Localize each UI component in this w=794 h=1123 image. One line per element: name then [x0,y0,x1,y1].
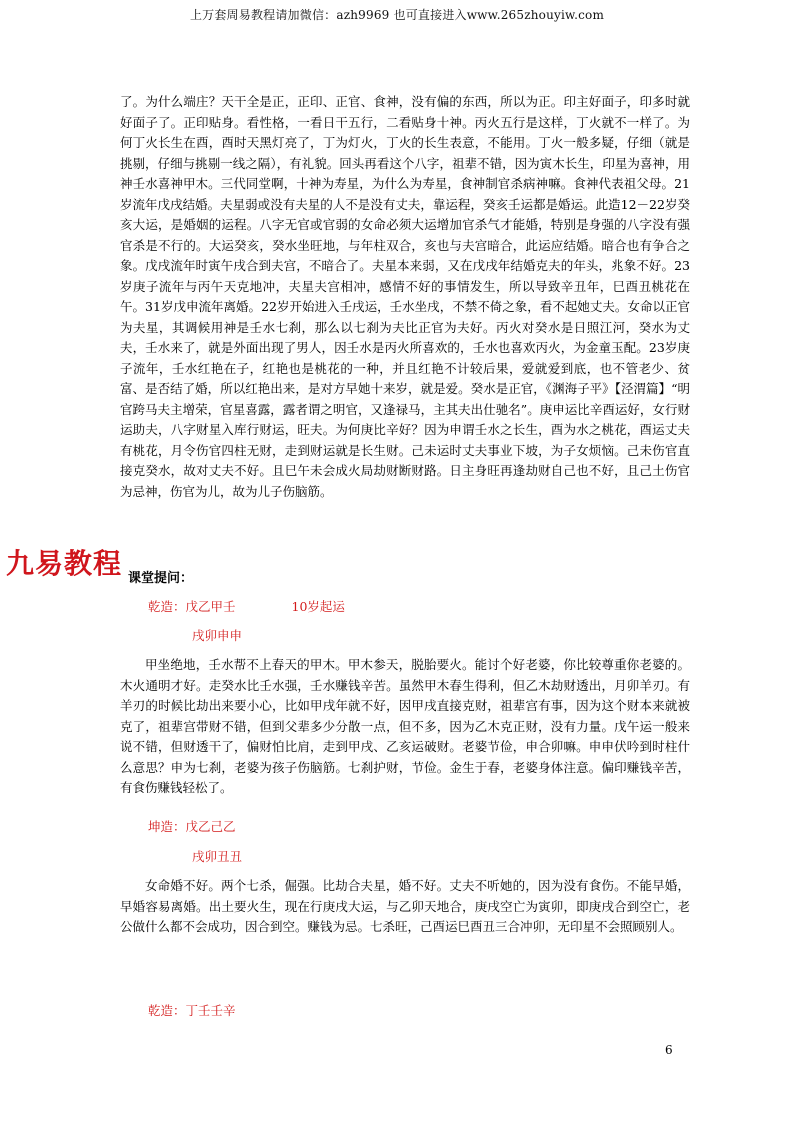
chart-branches: 戌卯申申 [192,628,243,643]
chart-branches: 戌卯丑丑 [192,849,243,864]
chart-label: 坤造： [148,819,186,834]
bazi-chart-1-branches [192,627,242,645]
body-paragraph: 女命婚不好。两个七杀，倔强。比劫合夫星，婚不好。丈夫不听她的，因为没有食伤。不能早婚，早婚容易离婚。出土要火生，现在行庚戌大运，与乙卯天地合，庚戌空亡为寅卯，即庚戌合到空亡，老公做什么都不会成功，因合到空。赚钱为忌。七杀旺，己酉运巳酉丑三合冲卯，无印星不会照顾别人。 [120,878,690,934]
body-paragraph: 甲坐绝地，壬水帮不上春天的甲木。甲木参天，脱胎要火。能讨个好老婆，你比较尊重你老婆的。木火通明才好。走癸水比壬水强，壬水赚钱辛苦。虽然甲木春生得利，但乙木劫财透出，月卯羊刃。有羊刃的时候比劫出来要小心，比如甲戌年就不好，因甲戌直接克财，祖辈宫有事，因为这个财本来就被克了，祖辈宫带财不错，但到父辈多少分散一点，但不多，因为乙木克正财，没有力量。戊午运一般来说不错，但财透干了，偏财怕比肩，走到甲戌、乙亥运破财。老婆节俭，申合卯嘛。申申伏吟到时柱什么意思？申为七刹，老婆为孩子伤脑筋。七刹护财，节俭。金生于春，老婆身体注意。偏印赚钱辛苦，有食伤赚钱轻松了。 [120,657,690,795]
chart-label: 乾造： [148,1003,186,1018]
bazi-chart-3-stems [148,1002,236,1020]
page-number: 6 [665,1043,673,1057]
bazi-chart-2-branches [192,848,242,866]
bazi-chart-1-stems [148,598,345,616]
chart-yun: 10岁起运 [291,599,345,614]
page-header: 上万套周易教程请加微信：azh9969 也可直接进入www.265zhouyiw.com [189,8,605,22]
bazi-chart-2-stems [148,818,236,836]
chart-stems: 丁壬壬辛 [185,1003,236,1018]
section-title: 课堂提问： [128,571,194,586]
watermark-logo: 九易教程 [6,547,123,580]
body-paragraph: 了。为什么端庄？天干全是正，正印、正官、食神，没有偏的东西，所以为正。印主好面子，印多时就好面子了。正印贴身。看性格，一看日干五行，二看贴身十神。丙火五行是这样，丁火就不一样了。为何丁火长生在酉，酉时天黑灯亮了，丁为灯火，丁火的长生表意，不能用。丁火一般多疑，仔细（就是挑剔，仔细与挑剔一线之隔），有礼貌。回头再看这个八字，祖辈不错，因为寅木长生，印星为喜神，用神壬水喜神甲木。三代同堂啊，十神为寿星，为什么为寿星，食神制官杀病神嘛。食神代表祖父母。21岁流年戊戌结婚。夫星弱或没有夫星的人不是没有丈夫，靠运程，癸亥壬运都是婚运。此造12－22岁癸亥大运，是婚姻的运程。八字无官或官弱的女命必须大运增加官杀气才能婚，特别是身强的八字没有强官杀是不行的。大运癸亥，癸水坐旺地，与年柱双合，亥也与夫宫暗合，此运应结婚。暗合也有争合之象。戊戌流年时寅午戌合到夫宫，不暗合了。夫星本来弱，又在戊戌年结婚克夫的年头，兆象不好。23岁庚子流年与丙午天克地冲，夫星夫宫相冲，感情不好的事情发生，所以导致辛丑年，巳酉丑桃花在午。31岁戊申流年离婚。22岁开始进入壬戌运，壬水坐戌，不禁不倚之象，看不起她丈夫。女命以正官为夫星，其调候用神是壬水七刹，那么以七刹为夫比正官为夫好。丙火对癸水是日照江河，癸水为丈夫，壬水来了，就是外面出现了男人，因壬水是丙火所喜欢的，壬水也喜欢丙火，为金童玉配。23岁庚子流年，壬水红艳在子，红艳也是桃花的一种，并且红艳不计较后果，爱就爱到底，也不管老少、贫富、是否结了婚，所以红艳出来，是对方早她十来岁，就是爱。癸水是正官，《渊海子平》【泾渭篇】“明官跨马夫主增荣，官星喜露，露者谓之明官，又逢禄马，主其夫出仕驰名”。庚申运比辛酉运好，女行财运助夫，八字财星入库行财运，旺夫。为何庚比辛好？因为申谓壬水之长生，酉为水之桃花，酉运丈夫有桃花，月令伤官四柱无财，走到财运就是长生财。己未运时丈夫事业下坡，为子女烦恼。己未伤官直接克癸水，故对丈夫不好。且巳午未会成火局劫财断财路。日主身旺再逢劫财自己也不好，且己土伤官为忌神，伤官为儿，故为儿子伤脑筋。 [120,94,690,499]
chart-stems: 戊乙甲壬 [185,599,236,614]
chart-label: 乾造： [148,599,186,614]
chart-stems: 戊乙己乙 [185,819,236,834]
